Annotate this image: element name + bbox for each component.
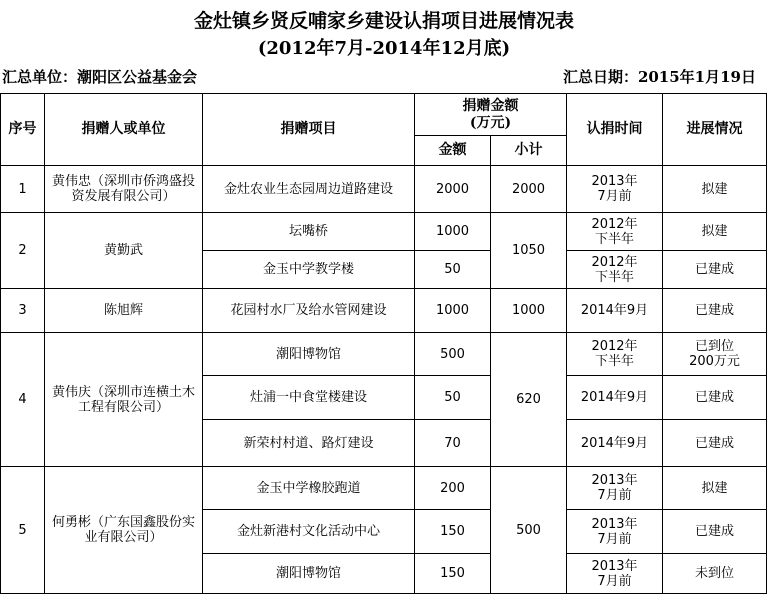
cell-subtotal: 1050 [491,213,567,289]
cell-subtotal: 2000 [491,166,567,213]
cell-progress: 已建成 [663,420,767,467]
header-subtotal: 小计 [491,136,567,166]
cell-subtotal: 620 [491,333,567,467]
table-row [1,166,767,213]
cell-donor: 黄伟忠（深圳市侨鸿盛投资发展有限公司） [45,166,203,213]
cell-amount: 50 [415,376,491,420]
cell-project: 坛嘴桥 [203,213,415,251]
table-body [1,166,767,594]
cell-donor: 陈旭辉 [45,289,203,333]
table-subtitle: (2012年7月-2014年12月底) [257,38,511,59]
cell-progress: 已建成 [663,251,767,289]
cell-project: 金灶农业生态园周边道路建设 [203,166,415,213]
cell-time: 2012年 下半年 [567,333,663,376]
cell-no: 2 [1,213,45,289]
cell-progress: 已到位 200万元 [663,333,767,376]
cell-amount: 150 [415,554,491,594]
header-project: 捐赠项目 [203,94,415,166]
cell-amount: 2000 [415,166,491,213]
cell-project: 金灶新港村文化活动中心 [203,510,415,554]
table-row [1,467,767,510]
cell-time: 2012年 下半年 [567,213,663,251]
cell-project: 花园村水厂及给水管网建设 [203,289,415,333]
cell-subtotal: 1000 [491,289,567,333]
table-title: 金灶镇乡贤反哺家乡建设认捐项目进展情况表 [193,10,574,32]
cell-no: 5 [1,467,45,594]
header-progress: 进展情况 [663,94,767,166]
cell-amount: 500 [415,333,491,376]
table-row [1,289,767,333]
cell-amount: 200 [415,467,491,510]
header-time: 认捐时间 [567,94,663,166]
cell-amount: 70 [415,420,491,467]
cell-progress: 拟建 [663,467,767,510]
cell-time: 2013年 7月前 [567,554,663,594]
cell-progress: 已建成 [663,376,767,420]
cell-no: 1 [1,166,45,213]
cell-time: 2013年 7月前 [567,510,663,554]
cell-progress: 拟建 [663,166,767,213]
cell-subtotal: 500 [491,467,567,594]
cell-time: 2013年 7月前 [567,467,663,510]
cell-time: 2012年 下半年 [567,251,663,289]
cell-time: 2014年9月 [567,289,663,333]
header-amount: 金额 [415,136,491,166]
cell-project: 金玉中学教学楼 [203,251,415,289]
header-no: 序号 [1,94,45,166]
header-donor: 捐赠人或单位 [45,94,203,166]
cell-progress: 已建成 [663,510,767,554]
cell-no: 4 [1,333,45,467]
header-amount-group-line1: 捐赠金额 [462,97,519,114]
cell-donor: 黄勤武 [45,213,203,289]
cell-project: 潮阳博物馆 [203,333,415,376]
cell-progress: 拟建 [663,213,767,251]
table-row [1,213,767,251]
cell-progress: 已建成 [663,289,767,333]
donation-table [0,93,767,594]
cell-amount: 1000 [415,289,491,333]
cell-donor: 黄伟庆（深圳市连横土木工程有限公司） [45,333,203,467]
summary-date: 汇总日期：2015年1月19日 [562,68,756,86]
cell-donor: 何勇彬（广东国鑫股份实业有限公司） [45,467,203,594]
cell-progress: 未到位 [663,554,767,594]
cell-no: 3 [1,289,45,333]
header-amount-group-line2: (万元) [469,114,512,131]
cell-time: 2013年 7月前 [567,166,663,213]
header-amount-group [415,94,567,136]
summary-unit: 汇总单位：潮阳区公益基金会 [2,68,198,86]
cell-project: 新荣村村道、路灯建设 [203,420,415,467]
cell-time: 2014年9月 [567,376,663,420]
cell-project: 金玉中学橡胶跑道 [203,467,415,510]
cell-amount: 50 [415,251,491,289]
cell-project: 灶浦一中食堂楼建设 [203,376,415,420]
cell-time: 2014年9月 [567,420,663,467]
table-row [1,333,767,376]
cell-amount: 1000 [415,213,491,251]
cell-amount: 150 [415,510,491,554]
cell-project: 潮阳博物馆 [203,554,415,594]
